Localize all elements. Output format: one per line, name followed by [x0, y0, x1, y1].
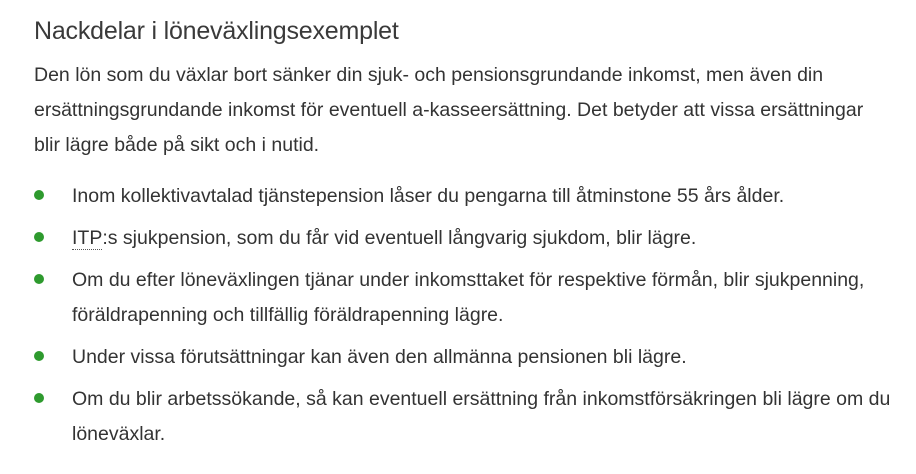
list-item	[34, 179, 892, 214]
list-item	[34, 340, 892, 375]
list-item	[34, 263, 892, 333]
disadvantages-list	[34, 179, 896, 452]
bullet-icon	[34, 351, 44, 361]
intro-paragraph: Den lön som du växlar bort sänker din sjuk- och pensionsgrundande inkomst, men även din ersättningsgrundande inkomst för eventuell a-kasseersättning. Det betyder att vissa ersättningar blir lägre både på sikt och i nutid.	[34, 64, 864, 156]
list-item-text: :s sjukpension, som du får vid eventuell långvarig sjukdom, blir lägre.	[102, 227, 697, 249]
bullet-icon	[34, 190, 44, 200]
list-item-text: Om du blir arbetssökande, så kan eventuell ersättning från inkomstförsäkringen bli lägre om du löneväxlar.	[72, 388, 891, 445]
list-item-text: Under vissa förutsättningar kan även den allmänna pensionen bli lägre.	[72, 346, 687, 368]
list-item-text: Inom kollektivavtalad tjänstepension låser du pengarna till åtminstone 55 års ålder.	[72, 185, 785, 207]
bullet-icon	[34, 232, 44, 242]
itp-abbreviation[interactable]: ITP	[72, 227, 103, 249]
list-item	[34, 382, 892, 452]
bullet-icon	[34, 274, 44, 284]
list-item-text: Om du efter löneväxlingen tjänar under inkomsttaket för respektive förmån, blir sjukpenning, föräldrapenning och tillfällig föräldrapenning lägre.	[72, 269, 865, 326]
section-heading: Nackdelar i löneväxlingsexemplet	[34, 17, 399, 45]
list-item	[34, 221, 892, 256]
bullet-icon	[34, 393, 44, 403]
